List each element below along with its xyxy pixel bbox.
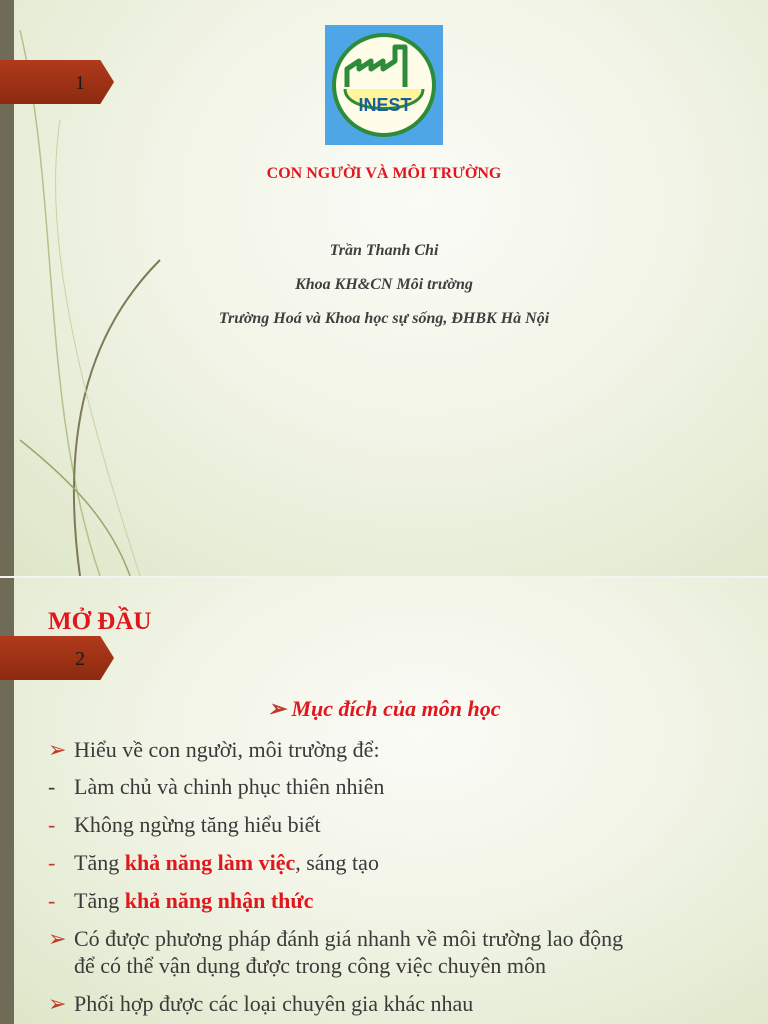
svg-text:INEST: INEST (358, 95, 412, 115)
section-heading: MỞ ĐẦU (48, 608, 152, 635)
presentation-title: CON NGƯỜI VÀ MÔI TRƯỜNG (266, 165, 502, 182)
slide-number-tab (0, 636, 114, 680)
dash-bullet-icon: - (48, 850, 56, 875)
list-item: ➢ Hiểu về con người, môi trường để: (48, 737, 380, 762)
list-item: - Tăng khả năng làm việc, sáng tạo (48, 850, 379, 875)
section-subtitle: ➢ Mục đích của môn học (267, 696, 501, 721)
slide-2 (0, 578, 768, 1024)
list-item: - Không ngừng tăng hiểu biết (48, 812, 321, 837)
dash-bullet-icon: - (48, 774, 56, 799)
list-item: - Làm chủ và chinh phục thiên nhiên (48, 774, 385, 799)
list-item: ➢ Phối hợp được các loại chuyên gia khác nhau (48, 991, 474, 1016)
dash-bullet-icon: - (48, 812, 56, 837)
author-name: Trần Thanh Chi (329, 242, 439, 259)
slide-number: 1 (75, 72, 85, 94)
list-item: ➢ Có được phương pháp đánh giá nhanh về môi trường lao động để có thể vận dụng được trong công việc chuyên môn (48, 926, 624, 978)
inest-logo (325, 25, 443, 145)
arrow-bullet-icon: ➢ (48, 991, 67, 1016)
arrow-bullet-icon: ➢ (48, 737, 67, 762)
slide-number-tab (0, 60, 114, 104)
list-item: - Tăng khả năng nhận thức (48, 888, 314, 913)
department-name: Khoa KH&CN Môi trường (295, 276, 473, 293)
slide-number: 2 (75, 648, 85, 670)
arrow-bullet-icon: ➢ (48, 926, 67, 951)
school-name: Trường Hoá và Khoa học sự sống, ĐHBK Hà Nội (218, 310, 550, 327)
dash-bullet-icon: - (48, 888, 56, 913)
